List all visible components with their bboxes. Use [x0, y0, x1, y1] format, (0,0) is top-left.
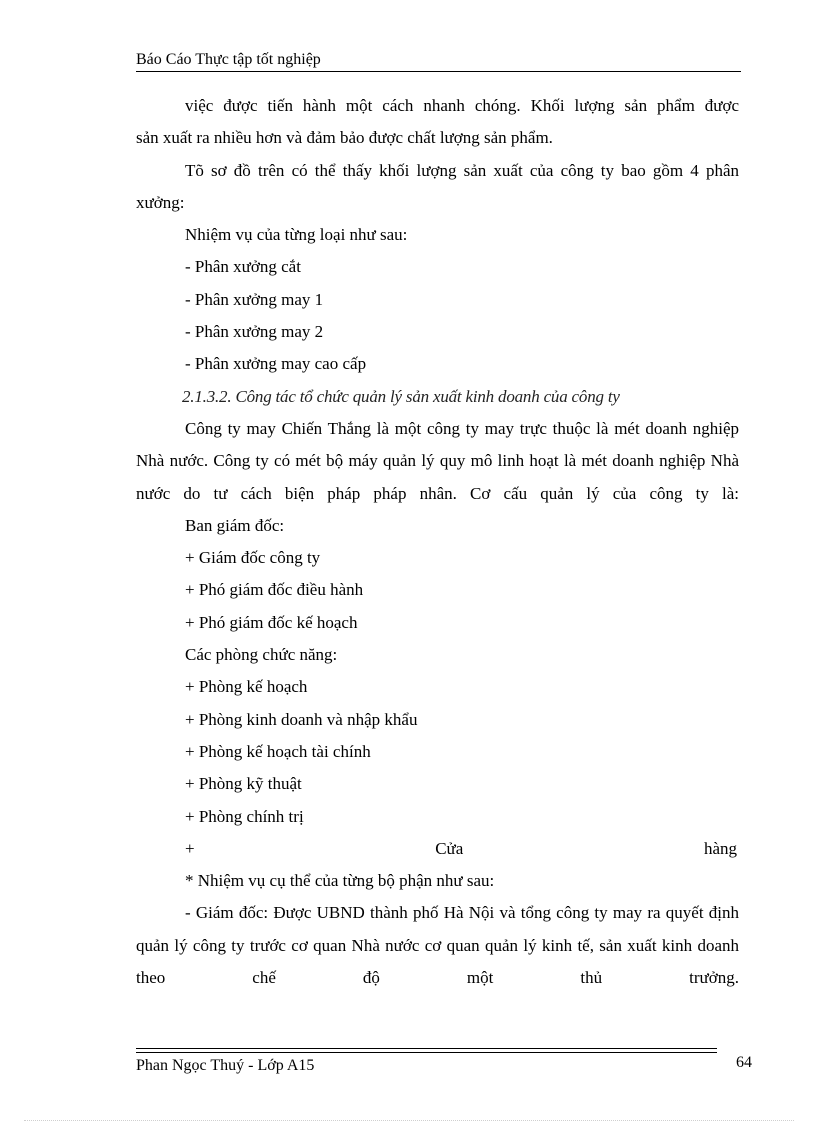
- list-item-department: + Phòng chính trị: [185, 806, 304, 826]
- section-heading: 2.1.3.2. Công tác tổ chức quản lý sản xuất kinh doanh của công ty: [182, 386, 620, 406]
- departments-label: Các phòng chức năng:: [185, 645, 338, 665]
- list-item-board: + Phó giám đốc điều hành: [185, 580, 364, 600]
- duties-heading: * Nhiệm vụ cụ thể của từng bộ phận như sau:: [185, 871, 495, 891]
- list-item-workshop: - Phân xưởng cắt: [185, 257, 301, 277]
- list-item-workshop: - Phân xưởng may 2: [185, 322, 324, 342]
- footer-rule: [136, 1048, 717, 1053]
- page-edge: [24, 1120, 794, 1121]
- list-item-board: + Phó giám đốc kế hoạch: [185, 612, 358, 632]
- paragraph-workshops: Tõ sơ đồ trên có thể thấy khối lượng sản xuất của công ty bao gồm 4 phân xưởng:: [136, 160, 739, 212]
- document-body: [136, 90, 739, 994]
- list-item-store: [136, 833, 739, 865]
- store-word-2: hàng: [703, 838, 737, 858]
- list-item-department: + Phòng kế hoạch: [185, 677, 308, 697]
- store-plus: +: [185, 838, 195, 858]
- duties-intro: Nhiệm vụ của từng loại như sau:: [185, 225, 408, 245]
- list-item-workshop: - Phân xưởng may 1: [185, 289, 324, 309]
- list-item-department: + Phòng kỹ thuật: [185, 774, 302, 794]
- header-rule: [136, 71, 741, 72]
- list-item-department: + Phòng kế hoạch tài chính: [185, 741, 371, 761]
- page-number: 64: [736, 1054, 752, 1071]
- list-item-department: + Phòng kinh doanh và nhập khẩu: [185, 709, 418, 729]
- paragraph-line: sản xuất ra nhiều hơn và đảm bảo được chất lượng sản phẩm.: [136, 128, 553, 148]
- paragraph-director: - Giám đốc: Được UBND thành phố Hà Nội và tổng công ty may ra quyết định quản lý công ty trước cơ quan Nhà nước cơ quan quản lý kinh tế, sản xuất kinh doanh theo chế độ một thủ trưởng.: [136, 903, 739, 988]
- footer-author: Phan Ngọc Thuý - Lớp A15: [136, 1057, 315, 1074]
- page-header-title: Báo Cáo Thực tập tốt nghiệp: [136, 51, 321, 68]
- paragraph-line: việc được tiến hành một cách nhanh chóng. Khối lượng sản phẩm được: [185, 96, 739, 115]
- board-label: Ban giám đốc:: [185, 515, 285, 535]
- store-word-1: Cửa: [435, 838, 464, 858]
- list-item-workshop: - Phân xưởng may cao cấp: [185, 354, 367, 374]
- list-item-board: + Giám đốc công ty: [185, 548, 321, 568]
- paragraph-company: Công ty may Chiến Thắng là một công ty may trực thuộc là mét doanh nghiệp Nhà nước. Công ty có mét bộ máy quản lý quy mô linh hoạt là mét doanh nghiệp Nhà nước do tư cách biện pháp pháp nhân. Cơ cấu quản lý của công ty là:: [136, 418, 739, 503]
